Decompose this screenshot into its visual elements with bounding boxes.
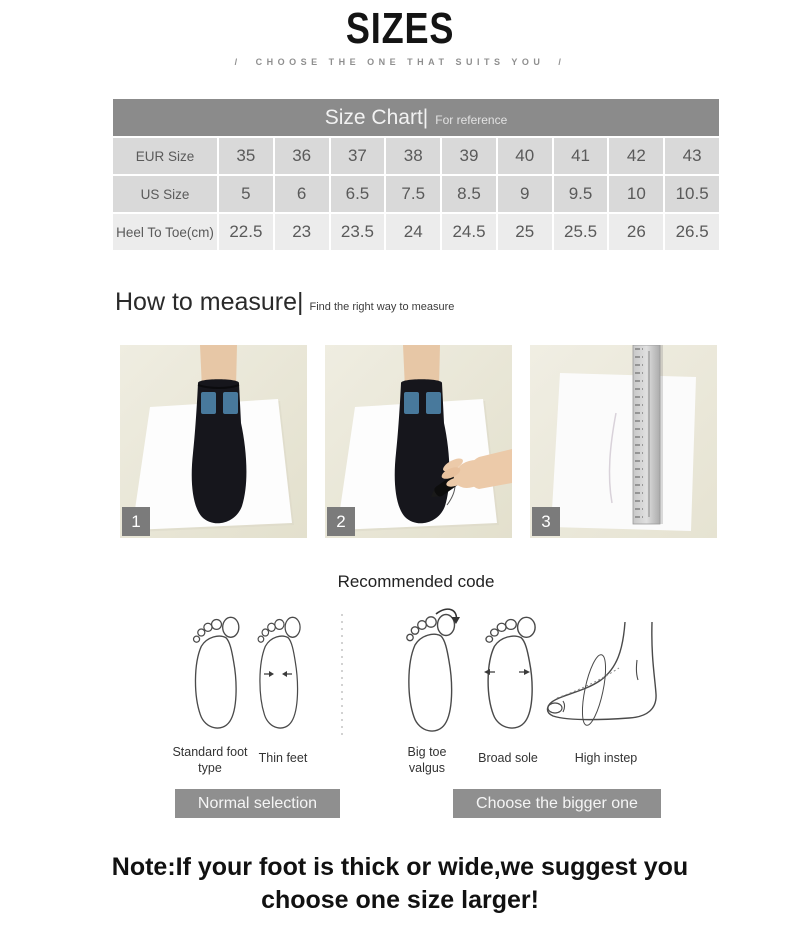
eur-size-value: 40 <box>498 138 552 174</box>
size-chart-header <box>113 99 719 136</box>
us-size-value: 7.5 <box>386 176 440 212</box>
us-size-value: 6 <box>275 176 329 212</box>
note-line-1: Note:If your foot is thick or wide,we suggest you <box>111 853 689 881</box>
step-photo-1 <box>120 345 307 538</box>
size-chart-title: Size Chart| <box>324 105 429 129</box>
heel-toe-value: 25 <box>498 214 552 250</box>
us-size-value: 9 <box>498 176 552 212</box>
measure-steps <box>120 345 717 538</box>
eur-size-value: 42 <box>609 138 663 174</box>
step-photo-2 <box>325 345 512 538</box>
choose-bigger-one-button[interactable]: Choose the bigger one <box>453 789 661 818</box>
eur-size-value: 38 <box>386 138 440 174</box>
foot-type-label: Big toe valgus <box>407 745 447 775</box>
page-title: SIZES <box>345 4 455 53</box>
page-header <box>0 4 800 54</box>
recommended-code-title: Recommended code <box>337 572 495 591</box>
heel-toe-value: 23 <box>275 214 329 250</box>
us-size-value: 10.5 <box>665 176 719 212</box>
step-photo-3 <box>530 345 717 538</box>
eur-size-value: 41 <box>554 138 608 174</box>
eur-size-value: 37 <box>331 138 385 174</box>
row-label-us: US Size <box>113 176 217 212</box>
us-size-value: 10 <box>609 176 663 212</box>
us-size-value: 6.5 <box>331 176 385 212</box>
eur-size-value: 43 <box>665 138 719 174</box>
us-size-value: 5 <box>219 176 273 212</box>
normal-selection-button[interactable]: Normal selection <box>175 789 340 818</box>
heel-toe-value: 23.5 <box>331 214 385 250</box>
eur-size-value: 35 <box>219 138 273 174</box>
size-chart <box>113 99 719 250</box>
eur-size-value: 36 <box>275 138 329 174</box>
foot-type-diagrams <box>168 606 728 747</box>
us-size-value: 8.5 <box>442 176 496 212</box>
step-number-badge: 2 <box>327 507 355 536</box>
note-line-2: choose one size larger! <box>261 886 539 914</box>
subtitle-text: CHOOSE THE ONE THAT SUITS YOU <box>255 57 545 67</box>
row-label-heel-to-toe: Heel To Toe(cm) <box>113 214 217 250</box>
how-to-measure-title: How to measure| <box>115 288 304 316</box>
heel-toe-value: 24.5 <box>442 214 496 250</box>
heel-toe-value: 22.5 <box>219 214 273 250</box>
how-to-measure-subtitle: Find the right way to measure <box>309 301 455 313</box>
heel-toe-value: 26 <box>609 214 663 250</box>
foot-type-label: Broad sole <box>478 751 538 765</box>
heel-toe-value: 25.5 <box>554 214 608 250</box>
how-to-measure-heading <box>115 288 454 317</box>
us-size-value: 9.5 <box>554 176 608 212</box>
slash-left: / <box>234 57 242 67</box>
row-label-eur: EUR Size <box>113 138 217 174</box>
step-number-badge: 3 <box>532 507 560 536</box>
page-subtitle <box>0 57 800 67</box>
slash-right: / <box>558 57 566 67</box>
step-number-badge: 1 <box>122 507 150 536</box>
foot-type-label: Thin feet <box>258 751 308 765</box>
foot-diagrams-illustration <box>168 606 728 742</box>
size-chart-subtitle: For reference <box>435 113 508 127</box>
size-note <box>0 851 800 917</box>
foot-type-label: High instep <box>574 751 638 765</box>
heel-toe-value: 24 <box>386 214 440 250</box>
heel-toe-value: 26.5 <box>665 214 719 250</box>
eur-size-value: 39 <box>442 138 496 174</box>
foot-type-label: Standard foot type <box>172 745 248 775</box>
size-chart-grid <box>113 138 719 250</box>
